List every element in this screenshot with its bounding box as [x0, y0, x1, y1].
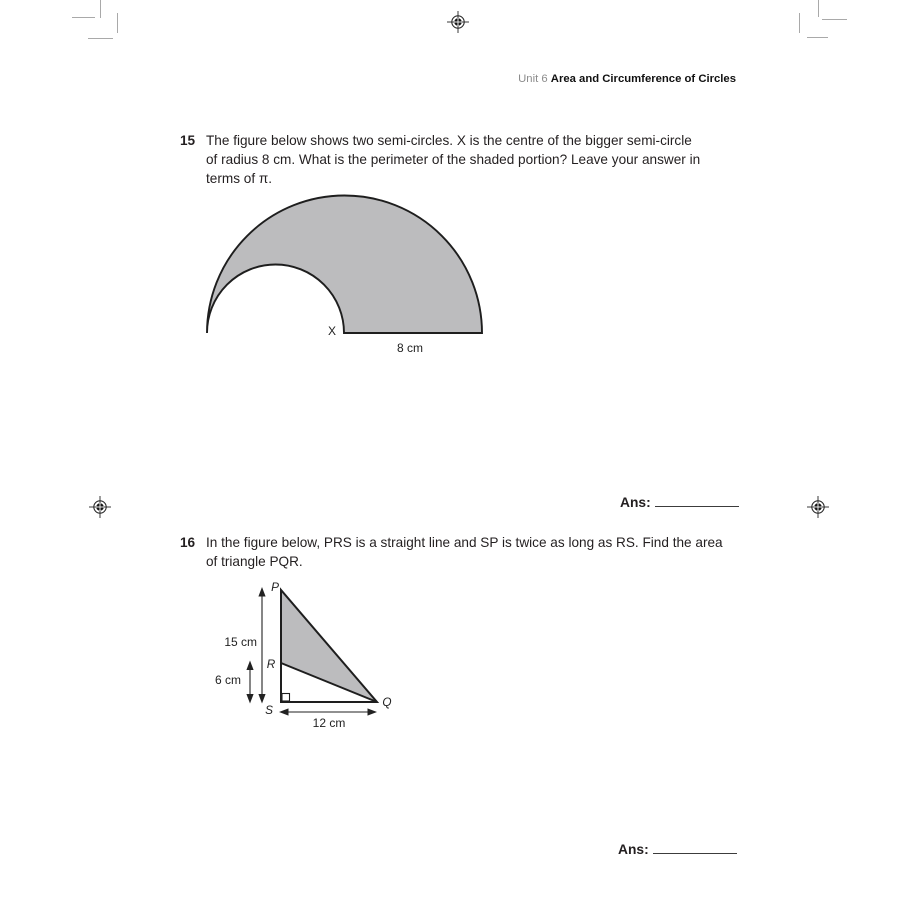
registration-mark-icon: [88, 495, 112, 519]
question-number: 15: [180, 133, 196, 148]
dimension-arrow-sq: [279, 708, 377, 715]
answer-label: Ans:: [618, 842, 649, 857]
question-text-line: of radius 8 cm. What is the perimeter of the shaded portion? Leave your answer in: [206, 152, 701, 167]
question-text-line: In the figure below, PRS is a straight line and SP is twice as long as RS. Find the area: [206, 535, 723, 550]
triangle-figure: [210, 576, 405, 734]
sq-dimension-label: 12 cm: [312, 716, 346, 730]
crop-mark: [822, 19, 847, 20]
running-head: [518, 73, 736, 85]
answer-blank: [653, 840, 737, 854]
crop-mark: [799, 13, 800, 33]
vertex-p-label: P: [271, 580, 279, 594]
crop-mark: [117, 13, 118, 33]
answer-blank: [655, 493, 739, 507]
rs-dimension-label: 6 cm: [214, 673, 241, 687]
vertex-r-label: R: [266, 657, 276, 671]
question-text-line: The figure below shows two semi-circles. X is the centre of the bigger semi-circle: [206, 133, 692, 148]
question-text-line: terms of π.: [206, 171, 273, 186]
registration-mark-icon: [446, 10, 470, 34]
unit-title: Area and Circumference of Circles: [550, 73, 736, 85]
unit-number-label: Unit 6: [518, 73, 548, 85]
vertex-q-label: Q: [382, 695, 392, 709]
shaded-crescent: [207, 196, 482, 333]
crop-mark: [818, 0, 819, 17]
centre-label: X: [327, 324, 336, 338]
dimension-arrow-ps: [258, 587, 265, 704]
question-number: 16: [180, 535, 196, 550]
vertex-s-label: S: [265, 703, 273, 717]
answer-row: [620, 493, 739, 510]
answer-label: Ans:: [620, 495, 651, 510]
dimension-arrow-rs: [246, 661, 253, 704]
semicircle-figure: [195, 190, 495, 360]
crop-mark: [72, 17, 95, 18]
answer-row: [618, 840, 737, 857]
radius-label: 8 cm: [396, 341, 424, 355]
crop-mark: [807, 37, 828, 38]
registration-mark-icon: [806, 495, 830, 519]
question-16-text: [206, 533, 723, 571]
right-angle-mark: [282, 694, 290, 702]
question-15-text: [206, 131, 700, 188]
question-text-line: of triangle PQR.: [206, 554, 303, 569]
ps-dimension-label: 15 cm: [224, 635, 257, 649]
crop-mark: [88, 38, 113, 39]
crop-mark: [100, 0, 101, 18]
